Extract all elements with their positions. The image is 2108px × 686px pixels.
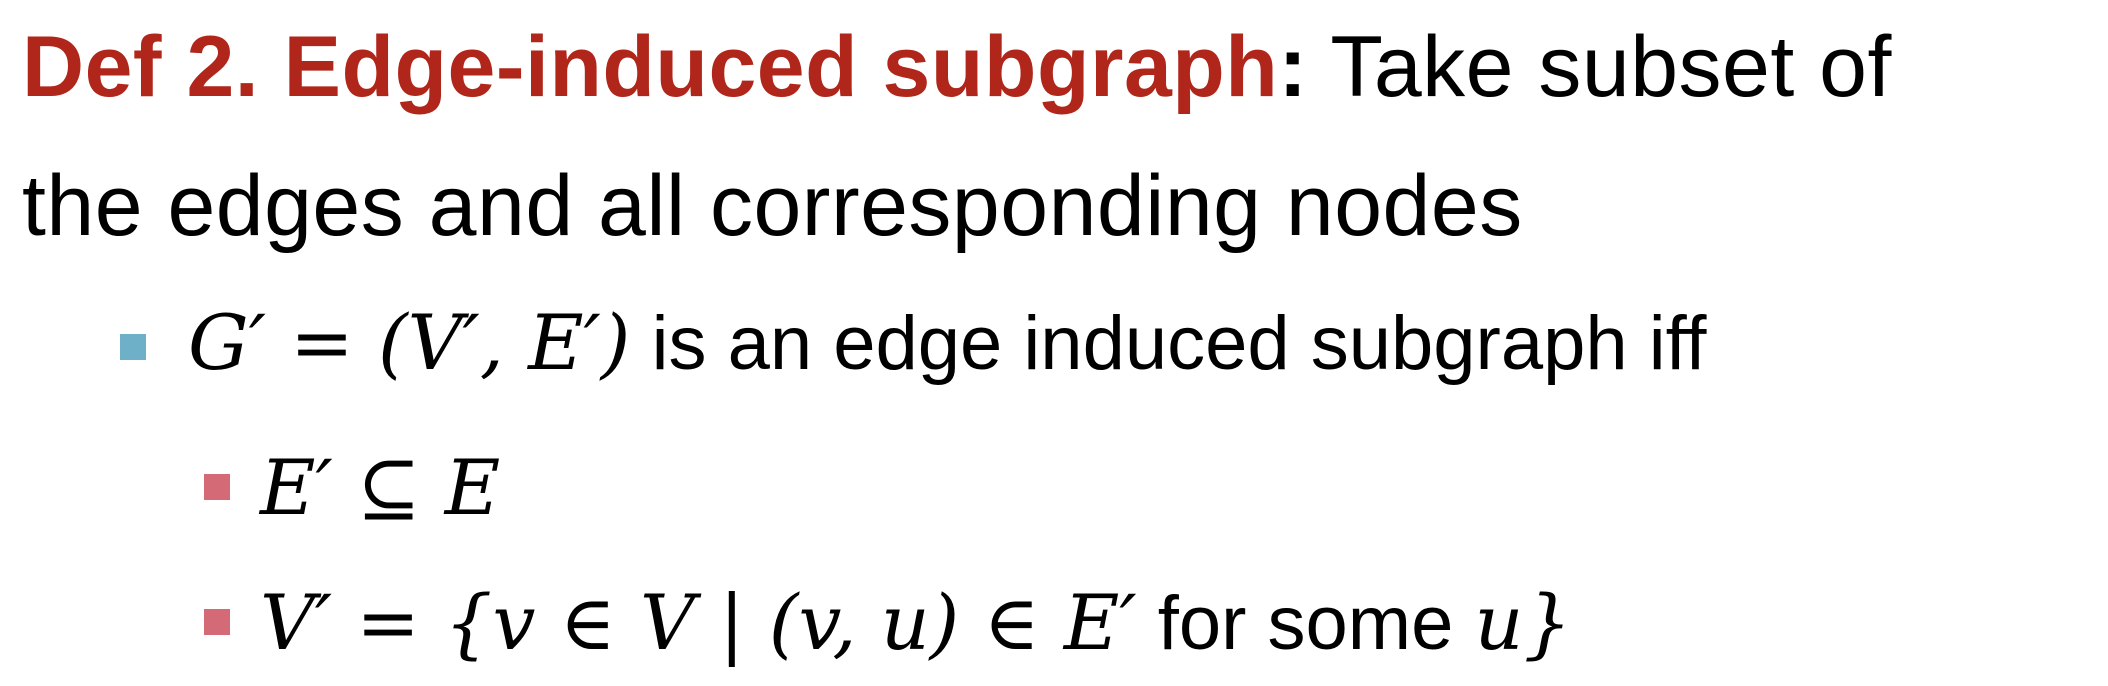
node-set-math-end: u}	[1474, 578, 1572, 667]
square-bullet-icon	[120, 334, 146, 360]
definition-line-2-text: the edges and all corresponding nodes	[22, 158, 1523, 254]
edge-subset-math: E′ ⊆ E	[260, 443, 501, 532]
square-bullet-icon	[204, 474, 230, 500]
definition-colon: :	[1278, 19, 1308, 115]
subgraph-definition-math: G′ = (V′, E′)	[188, 298, 631, 387]
definition-heading: Def 2. Edge-induced subgraph	[22, 19, 1279, 115]
definition-line-1-text: Take subset of	[1307, 19, 1892, 115]
subgraph-definition-text: is an edge induced subgraph iff	[630, 301, 1707, 386]
node-set-math-start: V′ = {v ∈ V | (v, u) ∈ E′	[260, 578, 1137, 667]
definition-line-2	[22, 158, 1523, 254]
square-bullet-icon	[204, 609, 230, 635]
definition-line-1	[22, 19, 1892, 115]
node-set-text: for some	[1136, 581, 1475, 666]
